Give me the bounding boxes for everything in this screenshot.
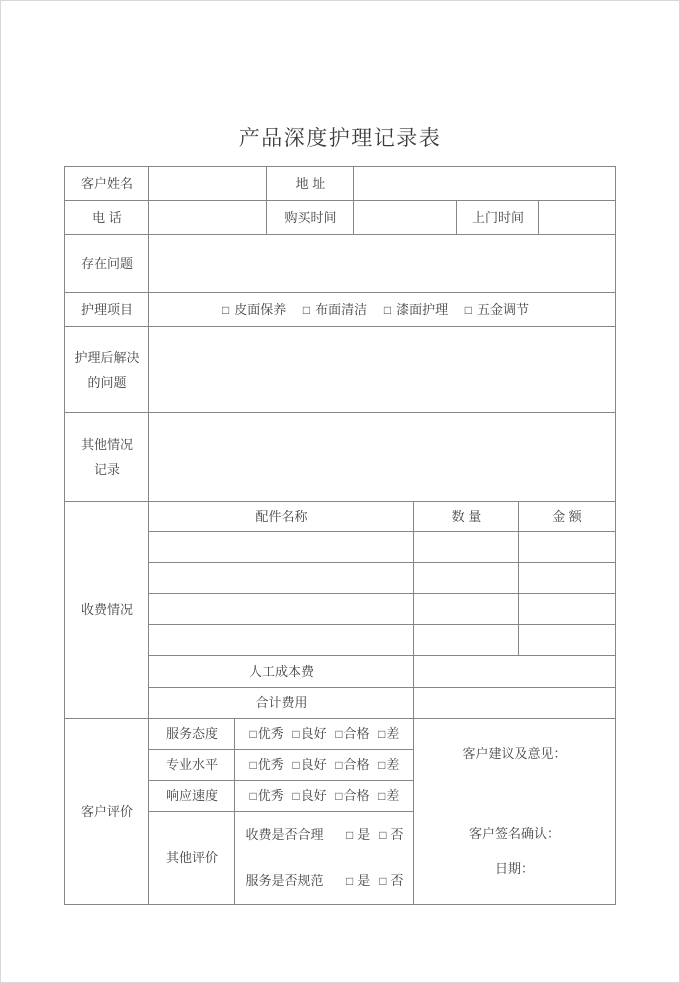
fees-col-accessory: 配件名称	[149, 502, 414, 532]
rating-option-excellent[interactable]: □优秀	[249, 788, 284, 803]
suggestion-label: 客户建议及意见：	[462, 746, 567, 761]
feedback-cell	[414, 719, 615, 905]
page-title: 产品深度护理记录表	[238, 127, 442, 150]
labor-cost-label: 人工成本费	[149, 656, 414, 688]
fee-reasonable-question	[245, 825, 403, 845]
table-row	[65, 201, 615, 235]
checkbox-icon: □	[249, 758, 257, 772]
other-records-label: 其他情况 记录	[65, 413, 149, 502]
care-option-paint[interactable]	[384, 302, 448, 317]
phone-label: 电 话	[65, 201, 149, 235]
rating-option-poor[interactable]: □差	[378, 726, 400, 741]
checkbox-icon: □	[292, 758, 300, 772]
checkbox-icon[interactable]: □	[345, 874, 354, 888]
visit-time-label: 上门时间	[457, 201, 539, 235]
checkbox-icon: □	[222, 302, 230, 317]
checkbox-icon: □	[292, 727, 300, 741]
rating-option-good[interactable]: □良好	[292, 757, 327, 772]
table-row	[65, 719, 615, 750]
amount-field[interactable]	[519, 594, 615, 625]
amount-field[interactable]	[519, 563, 615, 594]
other-evaluation-cell	[235, 812, 414, 905]
rating-option-poor[interactable]: □差	[378, 788, 400, 803]
table-row	[65, 413, 615, 502]
quantity-field[interactable]	[414, 594, 519, 625]
service-attitude-label: 服务态度	[149, 719, 235, 750]
visit-time-field[interactable]	[539, 201, 615, 235]
quantity-field[interactable]	[414, 563, 519, 594]
checkbox-icon: □	[378, 758, 386, 772]
solved-problems-label: 护理后解决 的问题	[65, 327, 149, 413]
phone-field[interactable]	[149, 201, 267, 235]
amount-field[interactable]	[519, 532, 615, 563]
accessory-name-field[interactable]	[149, 594, 414, 625]
rating-option-good[interactable]: □良好	[292, 726, 327, 741]
purchase-time-field[interactable]	[354, 201, 457, 235]
signature-label: 客户签名确认：	[468, 826, 560, 841]
quantity-field[interactable]	[414, 625, 519, 656]
rating-option-pass[interactable]: □合格	[335, 757, 370, 772]
question-text: 收费是否合理	[245, 827, 324, 842]
amount-field[interactable]	[519, 625, 615, 656]
fees-col-quantity: 数 量	[414, 502, 519, 532]
care-option-label: 五金调节	[476, 301, 529, 317]
accessory-name-field[interactable]	[149, 532, 414, 563]
response-speed-label: 响应速度	[149, 781, 235, 812]
care-option-hardware[interactable]	[465, 302, 529, 317]
care-items-label: 护理项目	[65, 293, 149, 327]
question-text: 服务是否规范	[245, 873, 324, 888]
evaluation-label: 客户评价	[65, 719, 149, 905]
date-label: 日期：	[494, 861, 534, 876]
purchase-time-label: 购买时间	[267, 201, 354, 235]
quantity-field[interactable]	[414, 532, 519, 563]
table-row	[65, 167, 615, 201]
checkbox-icon: □	[378, 727, 386, 741]
fees-col-amount: 金 额	[519, 502, 615, 532]
address-label: 地 址	[267, 167, 354, 201]
other-evaluation-label: 其他评价	[149, 812, 235, 905]
fees-label: 收费情况	[65, 502, 149, 719]
service-standard-question	[245, 871, 403, 891]
checkbox-icon: □	[249, 789, 257, 803]
yes-no-options: □ 是 □ 否	[345, 873, 404, 888]
existing-problems-field[interactable]	[149, 235, 615, 293]
care-record-form	[64, 166, 615, 905]
total-cost-field[interactable]	[414, 688, 615, 719]
checkbox-icon[interactable]: □	[345, 828, 354, 842]
table-row	[65, 502, 615, 532]
checkbox-icon: □	[249, 727, 257, 741]
checkbox-icon: □	[292, 789, 300, 803]
yes-no-options: □ 是 □ 否	[345, 827, 404, 842]
care-options	[149, 293, 615, 327]
professional-level-ratings	[235, 750, 414, 781]
rating-option-pass[interactable]: □合格	[335, 788, 370, 803]
service-attitude-ratings	[235, 719, 414, 750]
solved-problems-field[interactable]	[149, 327, 615, 413]
accessory-name-field[interactable]	[149, 625, 414, 656]
checkbox-icon: □	[383, 302, 392, 317]
checkbox-icon: □	[335, 727, 343, 741]
checkbox-icon[interactable]: □	[379, 828, 387, 842]
labor-cost-field[interactable]	[414, 656, 615, 688]
checkbox-icon: □	[335, 758, 343, 772]
table-row	[65, 327, 615, 413]
rating-option-poor[interactable]: □差	[378, 757, 400, 772]
professional-level-label: 专业水平	[149, 750, 235, 781]
rating-option-pass[interactable]: □合格	[335, 726, 370, 741]
checkbox-icon[interactable]: □	[379, 874, 387, 888]
rating-option-excellent[interactable]: □优秀	[249, 726, 284, 741]
accessory-name-field[interactable]	[149, 563, 414, 594]
other-records-field[interactable]	[149, 413, 615, 502]
checkbox-icon: □	[302, 302, 311, 317]
care-option-label: 漆面护理	[396, 301, 449, 317]
care-option-label: 皮面保养	[234, 301, 287, 317]
total-cost-label: 合计费用	[149, 688, 414, 719]
rating-option-good[interactable]: □良好	[292, 788, 327, 803]
care-option-fabric[interactable]	[303, 302, 367, 317]
customer-name-label: 客户姓名	[65, 167, 149, 201]
table-row	[65, 293, 615, 327]
checkbox-icon: □	[378, 789, 386, 803]
table-row	[65, 235, 615, 293]
response-speed-ratings	[235, 781, 414, 812]
care-option-label: 布面清洁	[315, 301, 368, 317]
customer-name-field[interactable]	[149, 167, 267, 201]
address-field[interactable]	[354, 167, 615, 201]
existing-problems-label: 存在问题	[65, 235, 149, 293]
care-option-leather[interactable]	[222, 302, 286, 317]
rating-option-excellent[interactable]: □优秀	[249, 757, 284, 772]
checkbox-icon: □	[335, 789, 343, 803]
checkbox-icon: □	[464, 302, 472, 317]
